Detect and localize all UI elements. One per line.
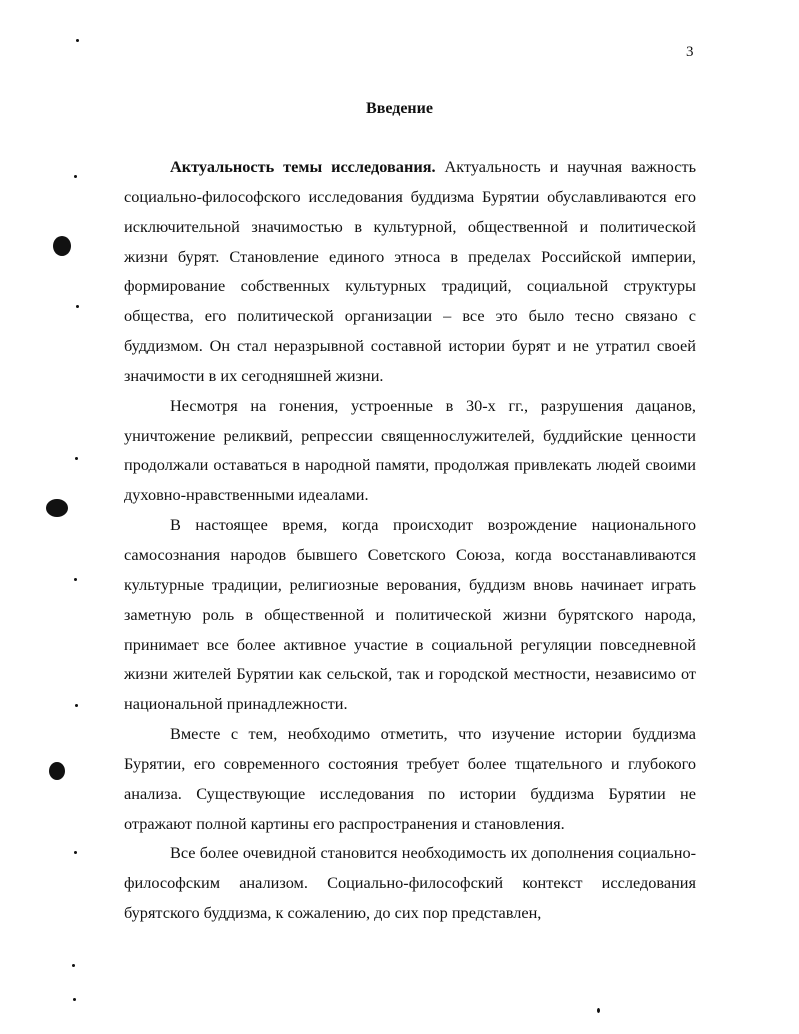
binder-hole-mark (46, 499, 68, 517)
scan-speck (76, 305, 79, 308)
scan-speck (74, 175, 77, 178)
paragraph-text: В настоящее время, когда происходит возрождение национального самосознания народов бывшего Советского Союза, когда восстанавливаются культурные традиции, религиозные верования, буддизм вновь начинает играть заметную роль в общественной и политической жизни бурятского народа, принимает все более активное участие в социальной регуляции повседневной жизни жителей Бурятии как сельской, так и городской местности, независимо от национальной принадлежности. (124, 515, 696, 714)
scan-speck (73, 998, 76, 1001)
paragraph-4 (124, 719, 696, 838)
binder-hole-mark (53, 236, 71, 256)
body-text (124, 152, 696, 928)
page-number: 3 (686, 44, 694, 60)
binder-hole-mark (49, 762, 65, 780)
paragraph-lead: Актуальность темы исследования. (170, 157, 436, 176)
paragraph-text: Несмотря на гонения, устроенные в 30-х гг., разрушения дацанов, уничтожение реликвий, репрессии священнослужителей, буддийские ценности продолжали оставаться в народной памяти, продолжая привлекать людей своими духовно-нравственными идеалами. (124, 395, 696, 505)
paragraph-text: Актуальность и научная важность социально-философского исследования буддизма Бурятии обуславливаются его исключительной значимостью в культурной, общественной и политической жизни бурят. Становление единого этноса в пределах Российской империи, формирование собственных культурных традиций, социальной структуры общества, его политической организации – все это было тесно связано с буддизмом. Он стал неразрывной составной истории бурят и не утратил своей значимости в их сегодняшней жизни. (124, 157, 696, 385)
paragraph-1 (124, 152, 696, 391)
paragraph-3 (124, 510, 696, 719)
scan-speck (75, 457, 78, 460)
page-title: Введение (366, 100, 433, 117)
paragraph-text: Вместе с тем, необходимо отметить, что изучение истории буддизма Бурятии, его современного состояния требует более тщательного и глубокого анализа. Существующие исследования по истории буддизма Бурятии не отражают полной картины его распространения и становления. (124, 724, 696, 833)
paragraph-text: Все более очевидной становится необходимость их дополнения социально-философским анализом. Социально-философский контекст исследования бурятского буддизма, к сожалению, до сих пор представлен, (124, 843, 696, 923)
scan-speck (72, 964, 75, 967)
scan-speck (74, 851, 77, 854)
scan-speck (597, 1008, 600, 1013)
scan-speck (76, 39, 79, 42)
scan-speck (75, 704, 78, 707)
paragraph-5 (124, 838, 696, 928)
paragraph-2 (124, 391, 696, 510)
scan-speck (74, 578, 77, 581)
